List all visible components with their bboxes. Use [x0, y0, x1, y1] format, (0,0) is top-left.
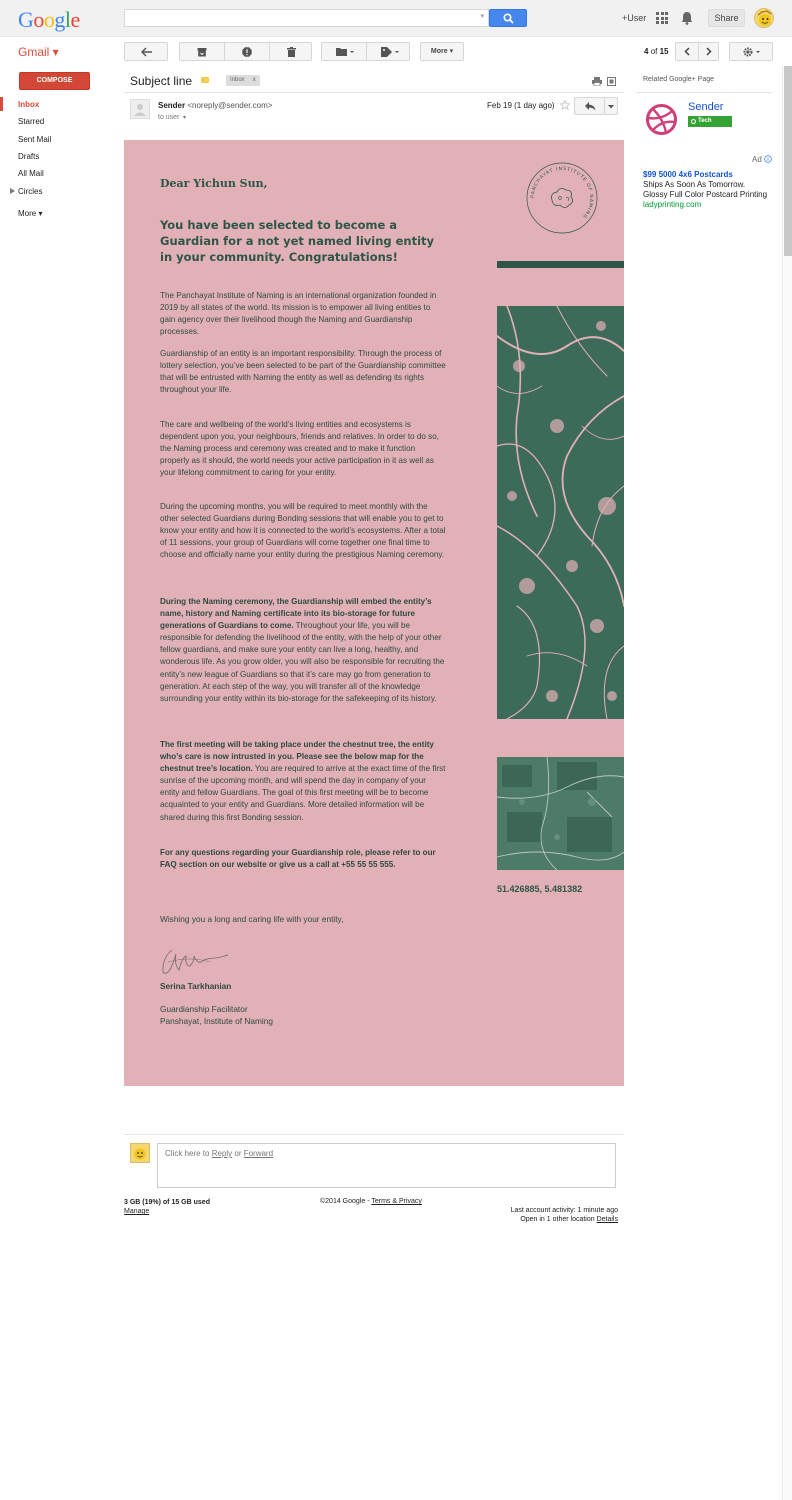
older-button[interactable] [699, 43, 720, 60]
top-bar [0, 0, 792, 37]
copyright-line [320, 1198, 422, 1205]
user-avatar-small [130, 1143, 150, 1163]
scrollbar-track[interactable] [782, 66, 792, 1500]
chevron-left-icon [684, 47, 690, 56]
nav-item-all-mail[interactable]: All Mail [18, 169, 44, 178]
nav-item-drafts[interactable]: Drafts [18, 152, 40, 161]
aerial-map [497, 757, 624, 870]
paragraph-emphasis: The first meeting will be taking place under the chestnut tree, the entity who’s care is now intrusted in you. Please see the below map for the chestnut tree’s location. [160, 740, 434, 774]
paragraph-text: You are required to arrive at the exact time of the first sunrise of the upcoming month, and will spend the day in company of your entity and fellow Guardians. The goal of this first meeting will be to become acquainted to your entity and Guardians. More detailed information will be shared during this first Bonding session. [160, 764, 446, 822]
tree-illustration [497, 306, 624, 719]
important-marker-icon[interactable] [201, 77, 209, 83]
back-arrow-icon [141, 47, 153, 57]
chip-remove-icon[interactable]: x [252, 77, 256, 83]
institute-seal-logo [524, 160, 600, 236]
related-page-name[interactable]: Sender [688, 101, 724, 113]
trash-icon [287, 47, 296, 57]
ad-label[interactable] [752, 155, 772, 164]
circle-icon [691, 119, 696, 124]
handwritten-signature [160, 946, 232, 978]
delete-button[interactable] [270, 43, 313, 60]
manage-storage-link[interactable]: Manage [124, 1208, 150, 1215]
recipient-details-icon[interactable]: ▾ [181, 115, 187, 121]
letter-body [124, 140, 624, 1086]
avatar-face-icon [131, 1144, 149, 1162]
search-button[interactable] [489, 9, 527, 27]
sender-avatar[interactable] [130, 99, 150, 119]
location-map-image [497, 757, 624, 870]
recipient-line[interactable] [158, 114, 186, 121]
paragraph-emphasis: For any questions regarding your Guardianship role, please refer to our FAQ section on our website or give us a call at +55 55 55 555. [160, 848, 436, 870]
storage-usage: 3 GB (19%) of 15 GB used [124, 1199, 210, 1206]
letter-paragraph [160, 596, 446, 705]
paragraph-text: Throughout your life, you will be responsible for defending the livelihood of the entity, with the help of your other fellow guardians, and make sure your entity can live a long, healthy, and wonderous life. As you grow older, you will also be responsible for recruiting the entity’s new league of Guardians so that it’s care may go from generation to generation. At each step of the way, you will transfer all of the knowledge surrounding your entity within its bio-storage for the safekeeping of its history. [160, 621, 445, 703]
chip-label: Inbox [230, 77, 245, 83]
logo-letter: l [64, 7, 71, 32]
accent-bar [497, 261, 624, 268]
sender-name[interactable]: Sender [158, 101, 186, 110]
spam-icon [242, 47, 252, 57]
account-avatar[interactable] [754, 8, 774, 28]
scrollbar-thumb[interactable] [784, 66, 792, 256]
sidebar-divider [636, 92, 772, 93]
person-icon [131, 100, 149, 118]
more-button[interactable]: More ▾ [420, 42, 464, 61]
tree-branches-image [497, 306, 624, 719]
dribbble-logo[interactable] [644, 102, 679, 137]
expand-arrow-icon[interactable] [10, 188, 15, 194]
print-icon[interactable] [592, 77, 602, 86]
logo-letter: o [33, 7, 44, 32]
move-to-button[interactable] [322, 43, 366, 60]
ad-description: Ships As Soon As Tomorrow. [643, 180, 746, 189]
logo-letter: e [70, 7, 80, 32]
letter-paragraph [160, 847, 446, 871]
letter-paragraph: During the upcoming months, you will be required to meet monthly with the other selected Guardians during Bonding sessions that will enable you to get to know your entity and how it is connected to the world’s ecosystems. After a total of 11 sessions, your group of Guardians will come together one final time to choose and officially name your entity during the prestigious Naming ceremony. [160, 502, 446, 560]
letter-headline: You have been selected to become a Guardian for a not yet named living entity in your community. Congratulations! [160, 218, 435, 264]
details-link[interactable]: Details [596, 1216, 618, 1223]
letter-paragraph: The care and wellbeing of the world’s living entities and ecosystems is dependent upon you, your neighbours, friends and relatives. In order to do so, the Naming process and ceremony was created and to make it function properly as it should, the world needs your active participation in it as well as your lifelong commitment to caring for your entity. [160, 420, 439, 478]
reply-arrow-icon [585, 102, 596, 111]
nav-item-starred[interactable]: Starred [18, 117, 45, 126]
reply-link[interactable]: Reply [211, 1149, 233, 1158]
ad-text: Ad [752, 155, 762, 164]
ad-url-link[interactable]: ladyprinting.com [643, 200, 702, 209]
paging-current: 4 [644, 47, 649, 56]
apps-grid-icon[interactable] [656, 12, 668, 24]
recipient-label: to user [158, 114, 180, 121]
search-icon [503, 13, 514, 24]
share-button[interactable]: Share [708, 9, 745, 27]
logo-letter: o [43, 7, 55, 32]
notifications-bell-icon[interactable] [681, 11, 693, 25]
search-input[interactable] [124, 9, 489, 27]
paging-indicator [644, 47, 669, 56]
info-icon[interactable] [764, 155, 772, 163]
tag-icon [381, 47, 399, 57]
open-location-text: Open in 1 other location [520, 1216, 597, 1223]
header-divider [124, 92, 624, 93]
sender-line [158, 101, 272, 110]
account-activity [511, 1206, 618, 1224]
ad-title-link[interactable]: $99 5000 4x6 Postcards [643, 170, 733, 179]
related-page-label: Related Google+ Page [643, 76, 715, 83]
paging-total: 15 [659, 47, 669, 56]
plus-user-link[interactable]: +User [622, 13, 647, 23]
paging-of: of [650, 47, 658, 56]
folder-icon [336, 47, 354, 57]
star-icon[interactable] [560, 100, 570, 110]
more-actions-button[interactable] [604, 97, 618, 115]
location-coordinates: 51.426885, 5.481382 [497, 884, 583, 894]
report-spam-button[interactable] [225, 43, 269, 60]
google-logo[interactable] [18, 7, 80, 33]
forward-link[interactable]: Forward [243, 1149, 274, 1158]
copyright-text: ©2014 Google - [320, 1198, 372, 1205]
terms-link[interactable]: Terms & Privacy [371, 1198, 422, 1205]
back-button[interactable] [124, 42, 168, 61]
archive-button[interactable] [180, 43, 224, 60]
labels-button[interactable] [367, 43, 411, 60]
new-window-icon[interactable] [607, 77, 616, 86]
letter-closing: Wishing you a long and caring life with your entity, [160, 914, 344, 924]
seal-text: PANCHAYAT INSTITUTE OF NAMING [530, 166, 594, 220]
logo-letter: g [54, 7, 65, 32]
inbox-label-chip[interactable] [226, 75, 260, 86]
signer-organization: Panshayat, Institute of Naming [160, 1016, 273, 1026]
action-group [179, 42, 312, 61]
dribbble-icon [644, 102, 679, 137]
logo-letter: G [18, 7, 34, 32]
email-subject: Subject line [130, 74, 193, 88]
chevron-right-icon [706, 47, 712, 56]
sender-email: <noreply@sender.com> [187, 101, 273, 110]
letter-paragraph: The Panchayat Institute of Naming is an international organization founded in 2019 by all states of the world. Its mission is to empower all living entities to gain agency over their livelihood though the Naming and Guardianship processes. [160, 291, 437, 337]
letter-paragraph [160, 739, 446, 824]
chevron-down-icon [608, 105, 614, 109]
search-options-icon[interactable]: ▾ [480, 13, 484, 20]
nav-item-more[interactable]: More ▾ [18, 209, 43, 218]
paragraph-emphasis: During the Naming ceremony, the Guardianship will embed the entity’s name, history and Naming certificate into its bio-storage for future generations of Guardians to come. [160, 597, 432, 631]
ad-description: Glossy Full Color Postcard Printing [643, 190, 768, 199]
reply-prompt: Click here to [165, 1149, 212, 1158]
storage-info [124, 1198, 210, 1216]
last-activity: Last account activity: 1 minute ago [510, 1207, 618, 1214]
nav-item-inbox[interactable]: Inbox [18, 100, 40, 109]
settings-button[interactable] [729, 42, 773, 61]
pager-group [675, 42, 719, 61]
gmail-menu[interactable]: Gmail ▾ [18, 45, 59, 59]
follow-badge[interactable] [688, 116, 732, 127]
signer-title: Guardianship Facilitator [160, 1004, 248, 1014]
reply-input[interactable] [157, 1143, 616, 1188]
nav-item-circles[interactable]: Circles [18, 187, 43, 196]
compose-button[interactable]: COMPOSE [19, 72, 90, 90]
letter-greeting: Dear Yichun Sun, [160, 177, 268, 190]
newer-button[interactable] [676, 43, 698, 60]
avatar-face-icon [755, 9, 774, 28]
badge-label: Tech [698, 118, 712, 124]
letter-paragraph: Guardianship of an entity is an important responsibility. Through the process of lottery selection, you’ve been selected to be part of the Guardianship committee that will be entrusted with Naming the entity as well as defending its rights throughout your life. [160, 349, 446, 395]
reply-divider [124, 1134, 624, 1135]
archive-icon [197, 47, 207, 57]
nav-item-sent-mail[interactable]: Sent Mail [18, 135, 52, 144]
signer-name: Serina Tarkhanian [160, 981, 232, 991]
svg-text:PANCHAYAT INSTITUTE OF NAMING [530, 166, 594, 220]
reply-or: or [232, 1149, 244, 1158]
email-date: Feb 19 (1 day ago) [487, 101, 555, 110]
label-group [321, 42, 410, 61]
active-nav-indicator [0, 97, 3, 111]
reply-button[interactable] [574, 97, 605, 115]
gear-icon [743, 47, 761, 57]
